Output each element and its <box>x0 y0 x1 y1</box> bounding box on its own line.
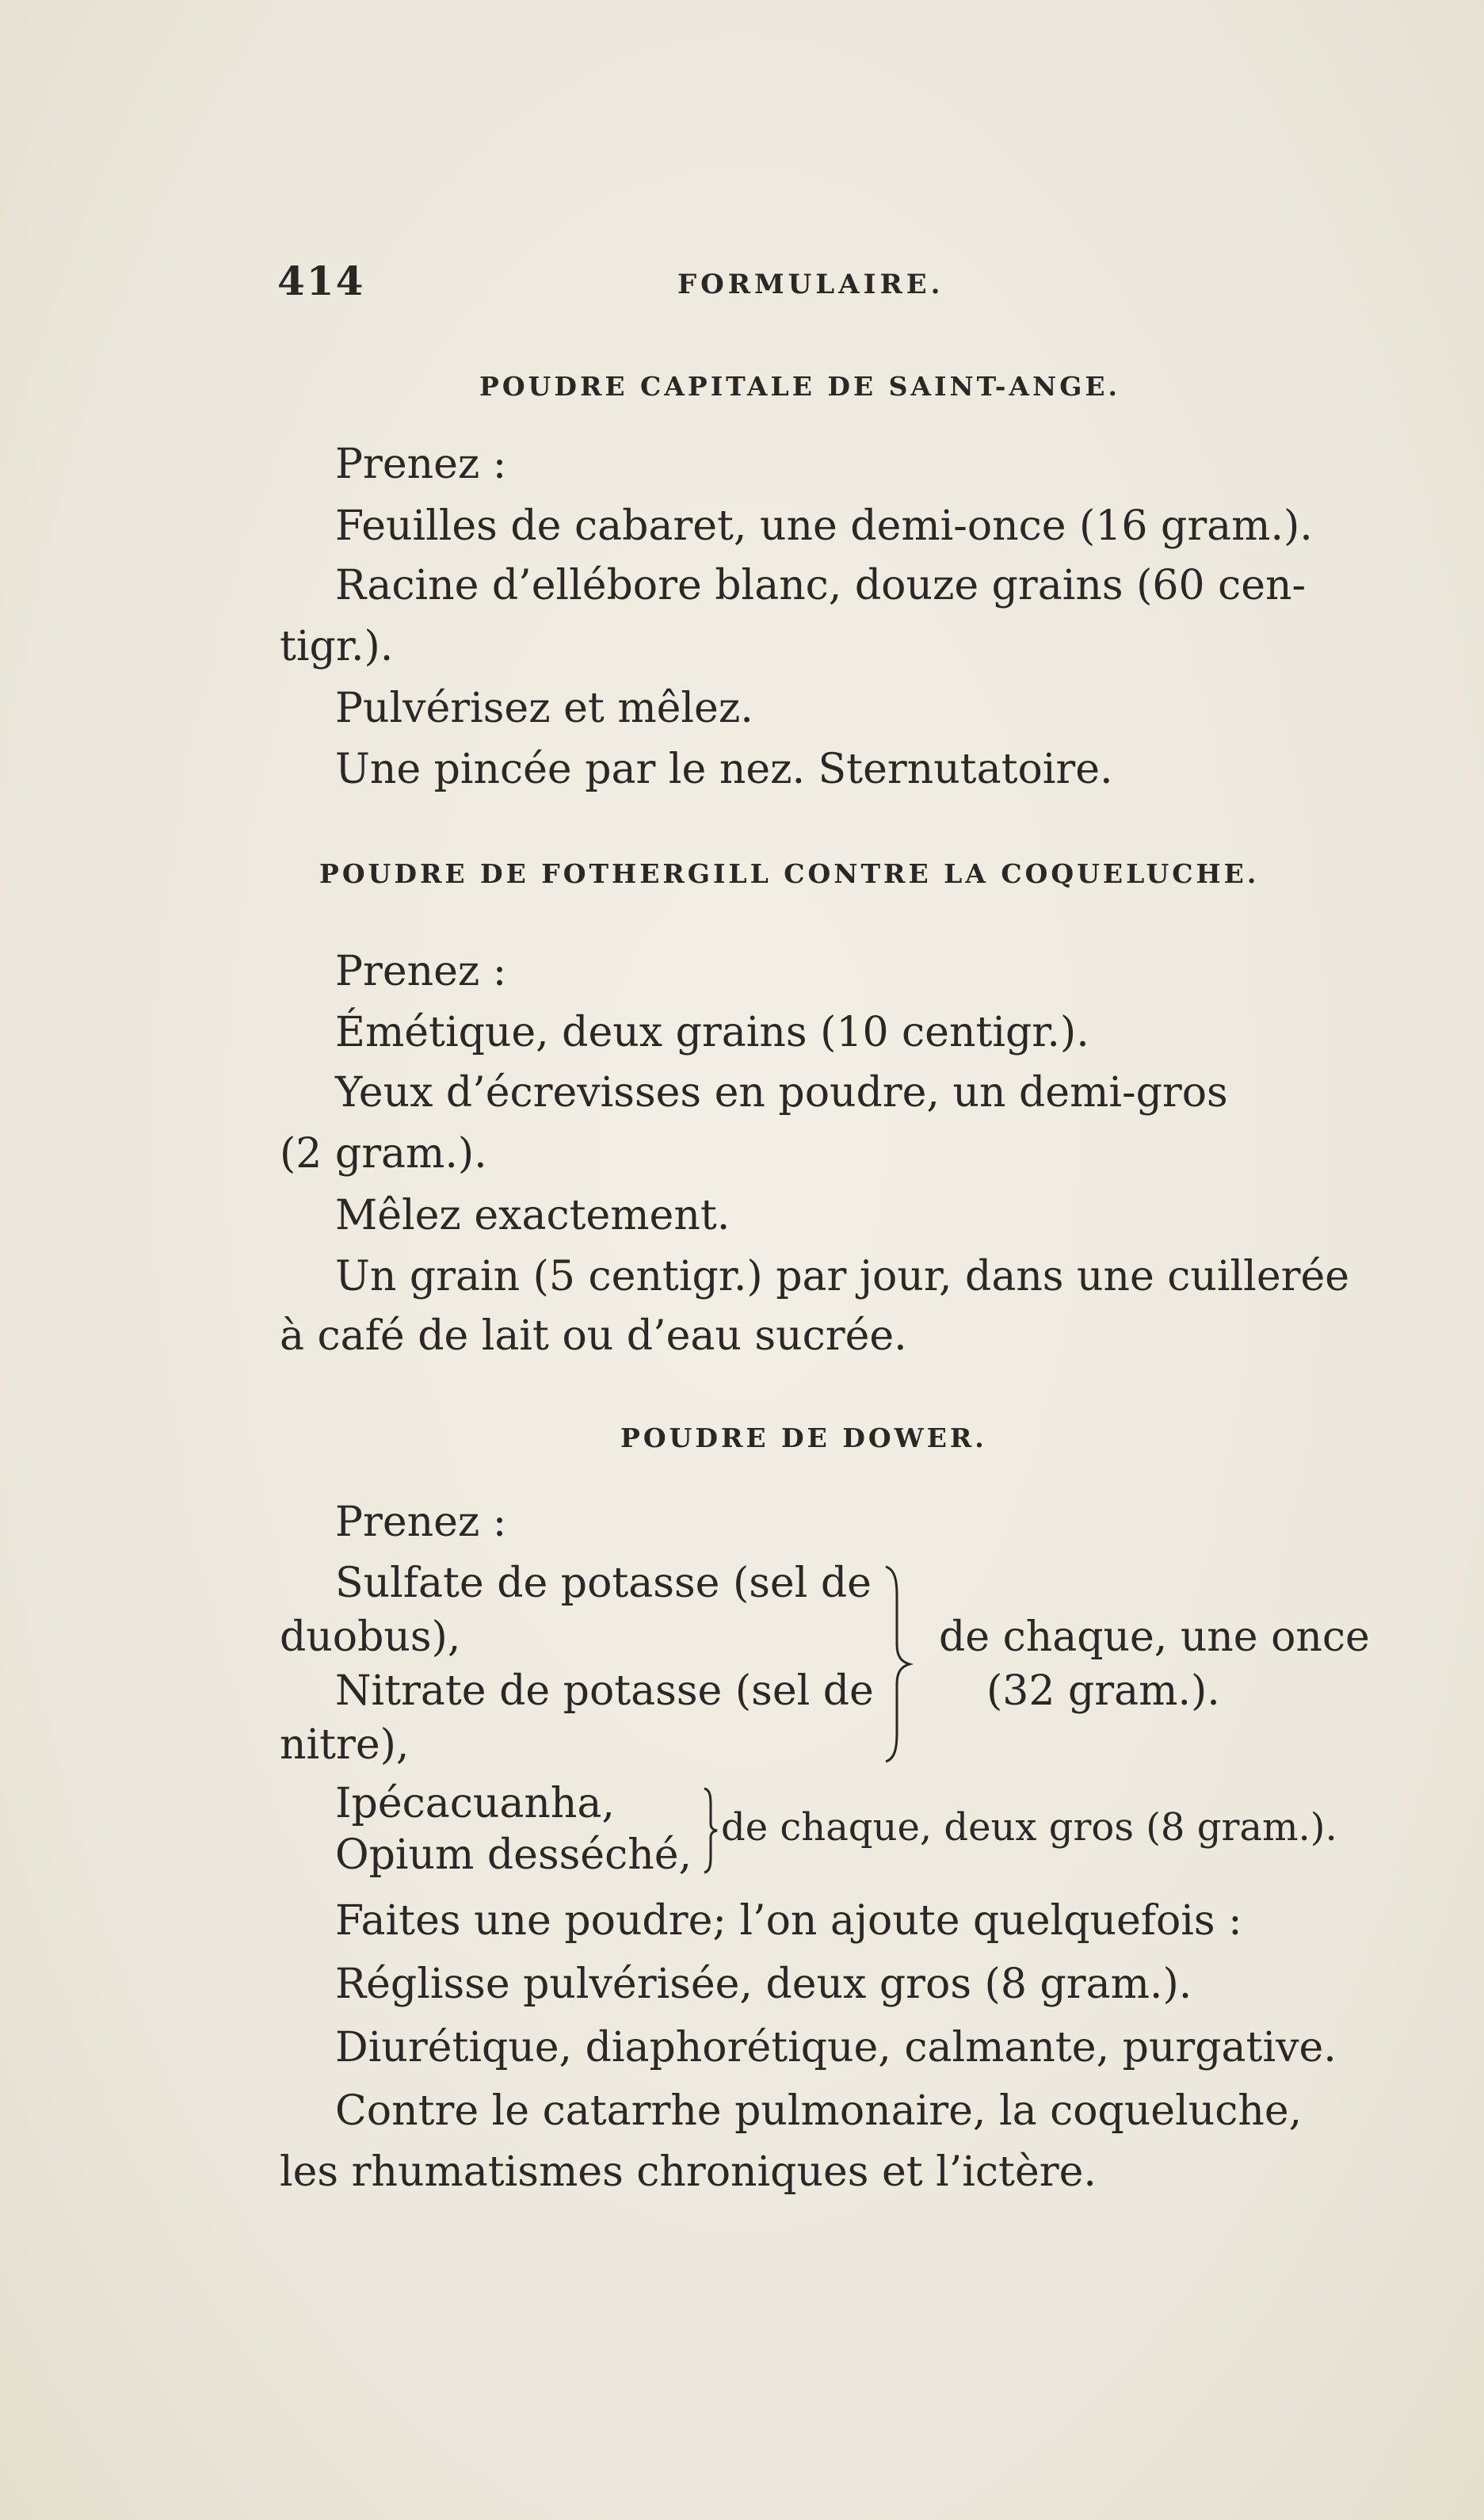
text-line: Un grain (5 centigr.) par jour, dans une cuillerée <box>335 1253 1349 1300</box>
quantity-line: de chaque, deux gros (8 gram.). <box>721 1805 1337 1850</box>
ingredient-line: Ipécacuanha, <box>335 1780 615 1827</box>
text-line: Feuilles de cabaret, une demi-once (16 gram.). <box>335 502 1313 550</box>
text-line: Réglisse pulvérisée, deux gros (8 gram.). <box>335 1961 1192 2008</box>
ingredient-line: Sulfate de potasse (sel de <box>335 1560 872 1607</box>
ingredient-line: Opium desséché, <box>335 1831 692 1879</box>
text-line: Prenez : <box>335 948 507 995</box>
quantity-line: (32 gram.). <box>986 1667 1220 1715</box>
text-line: Une pincée par le nez. Sternutatoire. <box>335 746 1113 793</box>
text-line: Pulvérisez et mêlez. <box>335 685 753 732</box>
text-line: Prenez : <box>335 441 507 488</box>
text-line: (2 gram.). <box>280 1130 487 1178</box>
text-line: Émétique, deux grains (10 centigr.). <box>335 1009 1089 1056</box>
page-header <box>277 258 1363 305</box>
page-number: 414 <box>277 258 365 304</box>
text-line: Racine d’ellébore blanc, douze grains (60 cen- <box>335 562 1307 609</box>
ingredient-line: Nitrate de potasse (sel de <box>335 1667 874 1715</box>
text-line: Yeux d’écrevisses en poudre, un demi-gros <box>335 1069 1228 1117</box>
text-line: Prenez : <box>335 1499 507 1546</box>
ingredient-line: duobus), <box>280 1613 461 1661</box>
running-title: FORMULAIRE. <box>677 269 944 300</box>
right-brace-icon <box>701 1787 720 1874</box>
section-title-saint-ange: POUDRE CAPITALE DE SAINT-ANGE. <box>479 371 1121 402</box>
text-line: les rhumatismes chroniques et l’ictère. <box>280 2148 1097 2196</box>
right-brace-icon <box>878 1565 917 1763</box>
text-line: tigr.). <box>280 623 394 670</box>
ingredient-line: nitre), <box>280 1721 410 1769</box>
text-line: Contre le catarrhe pulmonaire, la coqueluche, <box>335 2087 1303 2135</box>
section-title-fothergill: POUDRE DE FOTHERGILL CONTRE LA COQUELUCHE. <box>319 858 1260 889</box>
text-line: à café de lait ou d’eau sucrée. <box>280 1312 907 1360</box>
text-line: Diurétique, diaphorétique, calmante, purgative. <box>335 2024 1337 2071</box>
text-line: Faites une poudre; l’on ajoute quelquefois : <box>335 1897 1242 1945</box>
quantity-line: de chaque, une once <box>939 1613 1370 1661</box>
text-line: Mêlez exactement. <box>335 1192 731 1239</box>
section-title-dower: POUDRE DE DOWER. <box>620 1422 987 1453</box>
